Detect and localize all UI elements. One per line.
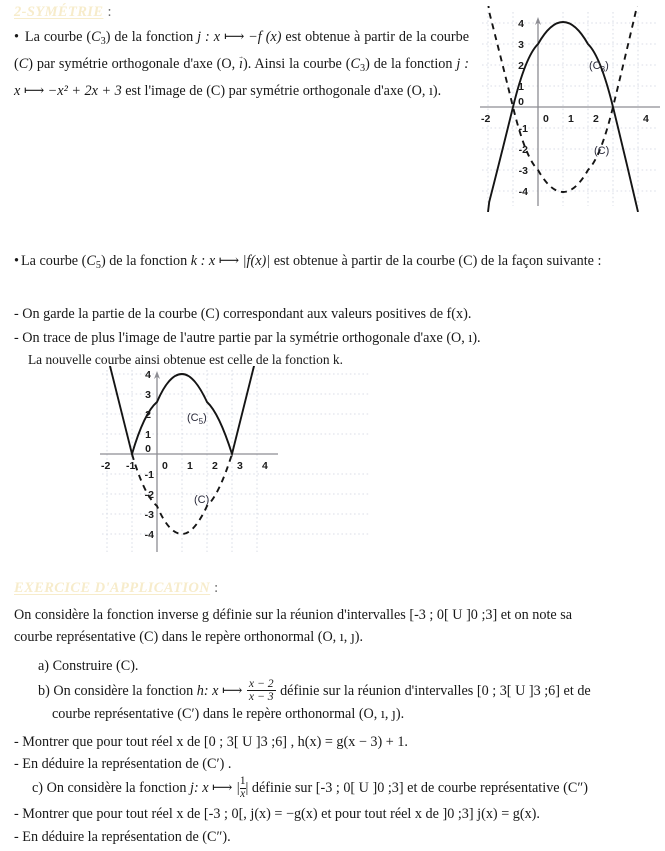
p1-expr1: −f (x) bbox=[248, 29, 282, 45]
p1-text-g: est l'image de (C) par symétrie orthogonale d'axe (O, ı). bbox=[121, 82, 442, 99]
p1-vector-i: ı → bbox=[239, 53, 243, 75]
tick2-x-2: 2 bbox=[212, 460, 218, 472]
tick2-x-3: 3 bbox=[237, 460, 243, 472]
exercise-intro-line2-text: courbe représentative (C) dans le repère orthonormal (O, ı, ȷ). bbox=[14, 629, 364, 645]
p2-text-c: est obtenue à partir de la courbe (C) de la façon suivante : bbox=[270, 253, 602, 269]
exercise-intro-line1-text: On considère la fonction inverse g définie sur la réunion d'intervalles [-3 ; 0[ U ]0 ;3] et on note sa bbox=[14, 607, 573, 623]
p1-c3-letter: C bbox=[91, 29, 101, 45]
exercise-bullet-3 bbox=[14, 803, 659, 825]
p1-text-f: ) de la fonction bbox=[365, 55, 457, 72]
p1-j-2: j bbox=[456, 55, 461, 72]
tick2-y-neg4: -4 bbox=[144, 529, 154, 541]
tick-x-1: 1 bbox=[568, 113, 574, 125]
label-c5: $(C_5)$ bbox=[187, 412, 207, 426]
tick-x-neg2: -2 bbox=[481, 113, 491, 125]
figure-1-svg bbox=[476, 6, 662, 212]
item-b-post: définie sur la réunion d'intervalles [0 ; 3[ U ]3 ;6] et de bbox=[276, 683, 591, 700]
exercise-bullet-1 bbox=[14, 731, 654, 753]
tick2-x-neg1: -1 bbox=[126, 460, 136, 472]
tick2-x-4: 4 bbox=[262, 460, 268, 472]
figure-absolute-value bbox=[98, 366, 374, 558]
p1-c3-sub-2: 3 bbox=[359, 62, 366, 74]
heading-exercise bbox=[14, 580, 219, 597]
exercise-item-b-line2 bbox=[52, 703, 658, 725]
item-b-numerator: x − 2 bbox=[248, 677, 274, 690]
tick-y-4: 4 bbox=[518, 18, 524, 30]
p1-c3-sub: 3 bbox=[100, 35, 106, 47]
exercise-intro-line2 bbox=[14, 626, 654, 648]
item-c-map: : x ⟼ | bbox=[193, 780, 240, 797]
bullet-marker-2: • bbox=[14, 253, 19, 269]
tick2-y-2: 2 bbox=[145, 409, 151, 421]
p1-text-e: ). Ainsi la courbe ( bbox=[243, 55, 351, 72]
figure-1-ticks bbox=[481, 18, 649, 198]
p2-text-a: La courbe ( bbox=[20, 253, 87, 269]
figure-symmetry-ox bbox=[476, 6, 662, 212]
tick-x-0: 0 bbox=[543, 113, 549, 125]
symmetry-item-2 bbox=[14, 327, 654, 349]
exercise-bullet-2-text: - En déduire la représentation de (C′) . bbox=[14, 756, 232, 772]
tick2-y-3: 3 bbox=[145, 389, 151, 401]
p2-k: k bbox=[190, 253, 198, 269]
tick-x-4: 4 bbox=[643, 113, 649, 125]
item-c-pre: c) On considère la fonction bbox=[32, 780, 190, 797]
item-b-fraction bbox=[247, 678, 276, 703]
figure-1-grid bbox=[482, 12, 658, 206]
p2-text-b: ) de la fonction bbox=[100, 253, 191, 269]
exercise-bullet-1-text: - Montrer que pour tout réel x de [0 ; 3[ U ]3 ;6] , h(x) = g(x − 3) + 1. bbox=[14, 734, 408, 750]
item-b-h: h bbox=[196, 683, 204, 700]
symmetry-item-1 bbox=[14, 303, 654, 325]
label-c-2: (C) bbox=[194, 494, 210, 506]
tick-y-2: 2 bbox=[518, 60, 524, 72]
exercise-bullet-2 bbox=[14, 753, 654, 775]
tick-y-neg1: -1 bbox=[518, 123, 528, 135]
p1-text-b: ) de la fonction bbox=[105, 29, 198, 45]
exercise-item-c bbox=[32, 776, 662, 800]
p2-map: : x ⟼ bbox=[197, 253, 243, 269]
label-c3: $(C_3)$ bbox=[589, 60, 609, 74]
exercise-item-a-text: a) Construire (C). bbox=[38, 658, 139, 674]
heading-exercise-text: EXERCICE D'APPLICATION bbox=[14, 580, 211, 596]
paragraph-c3 bbox=[14, 26, 469, 102]
exercise-bullet-4 bbox=[14, 826, 654, 848]
heading-symmetry-colon: : bbox=[107, 4, 112, 20]
tick2-y-neg2: -2 bbox=[144, 489, 154, 501]
exercise-bullet-3-text: - Montrer que pour tout réel x de [-3 ; 0[, j(x) = −g(x) et pour tout réel x de ]0 ;3] j(x) = g(x). bbox=[14, 806, 540, 822]
item-b-pre: b) On considère la fonction bbox=[38, 683, 197, 700]
label-c: (C) bbox=[594, 145, 610, 157]
p2-c5-letter: C bbox=[86, 253, 96, 269]
item-c-denominator: x bbox=[240, 787, 246, 800]
item-c-post: | définie sur [-3 ; 0[ U ]0 ;3] et de courbe représentative (C″) bbox=[245, 780, 588, 797]
p1-expr2: −x² + 2x + 3 bbox=[47, 82, 122, 99]
tick2-x-0: 0 bbox=[162, 460, 168, 472]
item-c-numerator: 1 bbox=[239, 775, 246, 787]
tick-y-0: 0 bbox=[518, 96, 524, 108]
figure-2-grid bbox=[102, 370, 370, 552]
p1-text-a: La courbe ( bbox=[24, 29, 92, 45]
p1-text-c: est obtenue à partir de la courbe ( bbox=[14, 29, 470, 72]
figure-2-svg bbox=[98, 366, 374, 558]
p1-j: j bbox=[197, 29, 202, 45]
exercise-item-b-line2-text: courbe représentative (C′) dans le repère orthonormal (O, ı, ȷ). bbox=[52, 706, 405, 722]
tick2-y-neg1: -1 bbox=[144, 469, 154, 481]
heading-symmetry-text: 2-SYMÉTRIE bbox=[14, 4, 104, 20]
tick-y-neg3: -3 bbox=[518, 165, 528, 177]
figure-2-ticks bbox=[101, 369, 268, 541]
exercise-item-a bbox=[38, 655, 648, 677]
tick-y-neg2: -2 bbox=[518, 144, 528, 156]
tick-y-1: 1 bbox=[518, 81, 524, 93]
bullet-marker: • bbox=[14, 29, 19, 45]
symmetry-item-3-text: La nouvelle courbe ainsi obtenue est celle de la fonction k. bbox=[28, 352, 343, 367]
exercise-item-b bbox=[38, 678, 658, 703]
heading-exercise-colon: : bbox=[214, 580, 219, 596]
item-b-map: : x ⟼ bbox=[203, 683, 246, 700]
heading-symmetry bbox=[14, 4, 112, 21]
figure-2-labels bbox=[187, 412, 209, 506]
exercise-intro-line1 bbox=[14, 604, 654, 626]
tick-y-neg4: -4 bbox=[518, 186, 528, 198]
p1-c: C bbox=[18, 55, 29, 72]
tick2-x-neg2: -2 bbox=[101, 460, 111, 472]
item-b-denominator: x − 3 bbox=[248, 689, 274, 703]
p2-abs: |f(x)| bbox=[242, 253, 271, 269]
exercise-bullet-4-text: - En déduire la représentation de (C″). bbox=[14, 829, 231, 845]
p2-c5-sub: 5 bbox=[95, 259, 101, 271]
p1-map-2: : x ⟼ bbox=[14, 55, 469, 99]
p1-map: : x ⟼ bbox=[201, 29, 249, 45]
figure-1-labels bbox=[589, 60, 609, 157]
tick-x-2: 2 bbox=[593, 113, 599, 125]
tick2-y-neg3: -3 bbox=[144, 509, 154, 521]
symmetry-item-1-text: - On garde la partie de la courbe (C) correspondant aux valeurs positives de f(x). bbox=[14, 306, 472, 322]
p1-text-d: ) par symétrie orthogonale d'axe (O, bbox=[28, 55, 240, 72]
item-c-j: j bbox=[189, 780, 194, 797]
paragraph-c5 bbox=[14, 250, 654, 277]
tick2-y-1: 1 bbox=[145, 429, 151, 441]
tick2-x-1: 1 bbox=[187, 460, 193, 472]
symmetry-item-2-text: - On trace de plus l'image de l'autre partie par la symétrie orthogonale d'axe (O, ı). bbox=[14, 330, 481, 346]
tick2-y-0: 0 bbox=[145, 443, 151, 455]
tick-y-3: 3 bbox=[518, 39, 524, 51]
p1-c3-letter-2: C bbox=[350, 55, 360, 72]
tick2-y-4: 4 bbox=[145, 369, 151, 381]
figure-1-axes bbox=[480, 17, 660, 206]
